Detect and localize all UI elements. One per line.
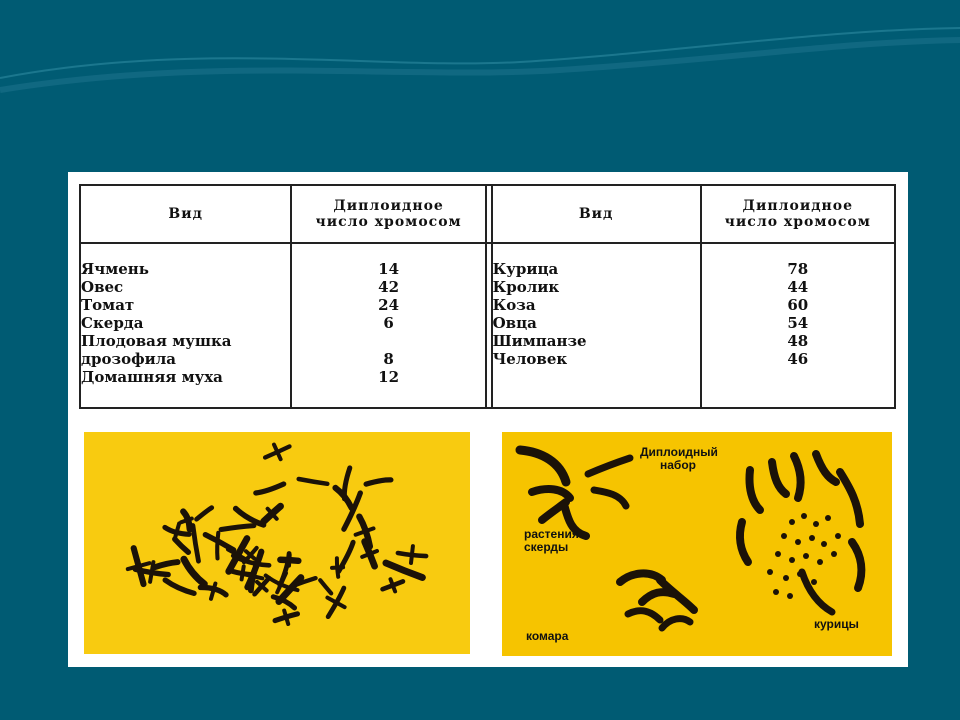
list-item: 54 xyxy=(787,314,809,332)
chromosome-table xyxy=(79,184,896,409)
list-item: 14 xyxy=(378,260,400,278)
label-skerda: растения скерды xyxy=(524,527,579,554)
list-item: 6 xyxy=(383,314,394,332)
species-list-left xyxy=(80,243,291,408)
table-body-row xyxy=(80,243,895,408)
chromosome-shape xyxy=(411,546,413,563)
table-header-row xyxy=(80,185,895,243)
list-item: 46 xyxy=(787,350,809,368)
list-item: Кролик xyxy=(492,278,560,296)
chromosome-shape xyxy=(242,567,244,580)
list-item: дрозофила xyxy=(81,350,177,368)
list-item: Ячмень xyxy=(81,260,149,278)
list-item: Томат xyxy=(81,296,135,314)
list-item: Скерда xyxy=(81,314,144,332)
list-item: 78 xyxy=(787,260,809,278)
header-species-left: Вид xyxy=(80,185,291,243)
label-mosquito: комара xyxy=(526,629,569,643)
label-diploid-set: Диплоидный набор xyxy=(640,445,718,472)
list-item: Человек xyxy=(492,350,568,368)
list-item: 24 xyxy=(378,296,400,314)
list-item: Курица xyxy=(492,260,559,278)
header-count-right: Диплоидное число хромосом xyxy=(701,185,895,243)
list-item: Овес xyxy=(81,278,124,296)
list-item: 44 xyxy=(787,278,809,296)
karyotype-photo-left xyxy=(84,432,470,654)
chromosome-shape xyxy=(332,567,343,568)
list-item: Плодовая мушка xyxy=(81,332,232,350)
background-wave xyxy=(0,0,960,120)
list-item: 8 xyxy=(383,350,394,368)
chromosome-spread-illustration xyxy=(84,432,470,654)
list-item: Домашняя муха xyxy=(81,368,223,386)
list-item: 42 xyxy=(378,278,400,296)
header-count-left: Диплоидное число хромосом xyxy=(291,185,485,243)
list-item: 48 xyxy=(787,332,809,350)
diploid-sets-photo-right xyxy=(502,432,892,656)
count-list-right xyxy=(701,243,895,408)
list-item: Овца xyxy=(492,314,537,332)
chromosome-shape xyxy=(217,533,218,559)
species-list-right xyxy=(492,243,701,408)
label-chicken: курицы xyxy=(814,617,859,631)
list-item: Коза xyxy=(492,296,536,314)
list-item: Шимпанзе xyxy=(492,332,587,350)
count-list-left xyxy=(291,243,485,408)
list-item: 60 xyxy=(787,296,809,314)
list-item xyxy=(292,332,484,350)
content-card xyxy=(68,172,908,667)
header-species-right: Вид xyxy=(492,185,701,243)
list-item: 12 xyxy=(378,368,400,386)
